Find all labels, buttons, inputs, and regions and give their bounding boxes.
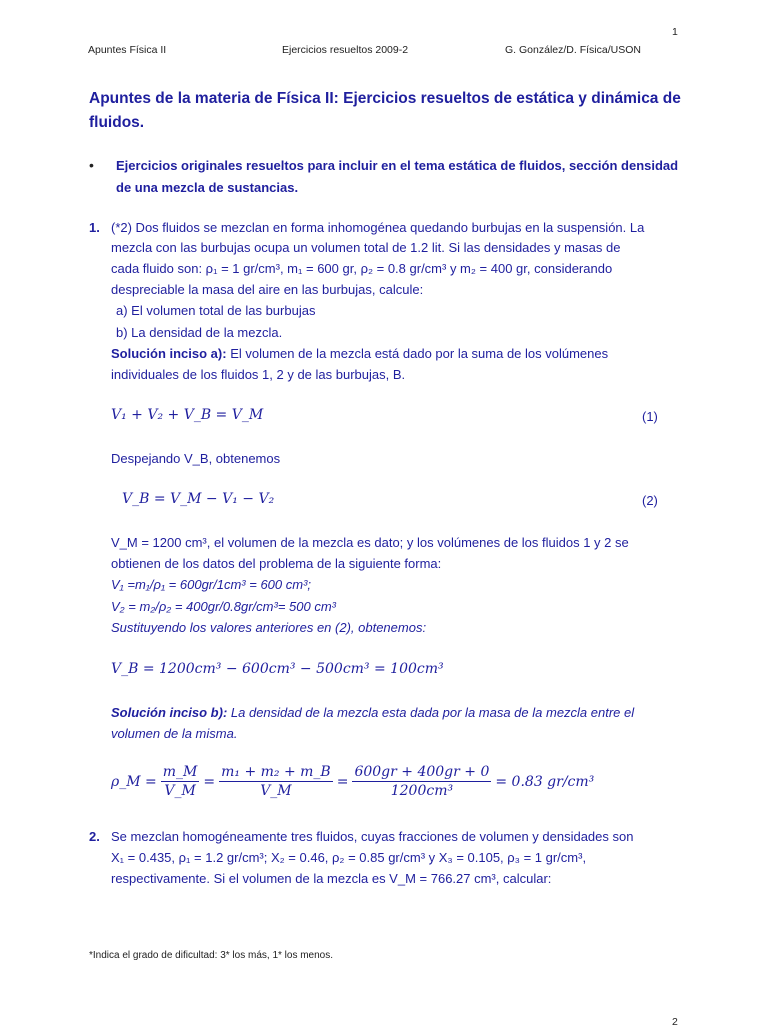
problem2-line1: Se mezclan homogéneamente tres fluidos, cuyas fracciones de volumen y densidades son [111,829,634,844]
despejando-text: Despejando V_B, obtenemos [111,451,281,466]
v1-line: V₁ =m₁/ρ₁ = 600gr/1cm³ = 600 cm³; [111,577,312,592]
header-center: Ejercicios resueltos 2009-2 [282,44,409,56]
problem1-line2: mezcla con las burbujas ocupa un volumen total de 1.2 lit. Si las densidades y masas de [111,240,621,255]
equals-sign: = [203,773,216,790]
bullet-line1: Ejercicios originales resueltos para incluir en el tema estática de fluidos, sección densidad [116,158,679,173]
equation-1: V₁ + V₂ + V_B = V_M [111,407,264,423]
vm-line2: obtienen de los datos del problema de la siguiente forma: [111,556,442,571]
equation-4-lhs: ρ_M = [111,773,157,790]
fraction-3-denominator: 1200cm³ [390,783,454,799]
equation-4-fraction-3 [352,764,491,799]
header-right: G. González/D. Física/USON [505,44,641,56]
solution-a-text1: El volumen de la mezcla está dado por la suma de los volúmenes [226,346,609,361]
substitution-line: Sustituyendo los valores anteriores en (2), obtenemos: [111,620,427,635]
bullet-icon: • [89,157,94,173]
solution-a-text2: individuales de los fluidos 1, 2 y de las burbujas, B. [111,367,406,382]
document-title-line2: fluidos. [89,114,145,131]
footnote: *Indica el grado de dificultad: 3* los más, 1* los menos. [89,950,334,961]
v2-line: V₂ = m₂/ρ₂ = 400gr/0.8gr/cm³= 500 cm³ [111,599,336,614]
solution-b-paragraph [111,705,634,720]
problem1-line1: (*2) Dos fluidos se mezclan en forma inhomogénea quedando burbujas en la suspensión. La [111,220,645,235]
problem2-number: 2. [89,829,100,844]
problem1-line4: despreciable la masa del aire en las burbujas, calcule: [111,282,424,297]
equation-4 [111,764,594,799]
problem1-number: 1. [89,220,100,235]
fraction-2-numerator: m₁ + m₂ + m_B [221,764,331,780]
fraction-1-numerator: m_M [162,764,198,780]
equation-4-fraction-2 [219,764,333,799]
vm-line1: V_M = 1200 cm³, el volumen de la mezcla es dato; y los volúmenes de los fluidos 1 y 2 se [111,535,629,550]
problem2-line3: respectivamente. Si el volumen de la mezcla es V_M = 766.27 cm³, calcular: [111,871,552,886]
problem1-item-a: a) El volumen total de las burbujas [116,303,316,318]
equation-2: V_B = V_M − V₁ − V₂ [122,491,275,507]
solution-a-paragraph [111,346,608,361]
problem1-line3: cada fluido son: ρ₁ = 1 gr/cm³, m₁ = 600 gr, ρ₂ = 0.8 gr/cm³ y m₂ = 400 gr, considerando [111,261,613,276]
fraction-1-denominator: V_M [164,783,196,799]
equation-4-fraction-1 [161,764,200,799]
fraction-2-denominator: V_M [260,783,292,799]
bullet-line2: de una mezcla de sustancias. [116,180,299,195]
header-left: Apuntes Física II [88,44,167,56]
page-number: 1 [672,26,678,38]
solution-b-label: Solución inciso b): [111,705,228,720]
next-page-number: 2 [672,1016,678,1028]
equation-3: V_B = 1200cm³ − 600cm³ − 500cm³ = 100cm³ [111,661,444,677]
equation-4-rhs: = 0.83 gr/cm³ [495,773,595,790]
solution-b-text2: volumen de la misma. [111,726,238,741]
problem2-line2: X₁ = 0.435, ρ₁ = 1.2 gr/cm³; X₂ = 0.46, ρ₂ = 0.85 gr/cm³ y X₃ = 0.105, ρ₃ = 1 gr/cm³, [111,850,587,865]
solution-b-text1: La densidad de la mezcla esta dada por la masa de la mezcla entre el [227,705,635,720]
equation-1-number: (1) [642,409,658,424]
document-title-line1: Apuntes de la materia de Física II: Ejercicios resueltos de estática y dinámica de [89,90,681,107]
equation-2-number: (2) [642,493,658,508]
fraction-3-numerator: 600gr + 400gr + 0 [354,764,490,780]
problem1-item-b: b) La densidad de la mezcla. [116,325,283,340]
equals-sign: = [336,773,349,790]
solution-a-label: Solución inciso a): [111,346,227,361]
